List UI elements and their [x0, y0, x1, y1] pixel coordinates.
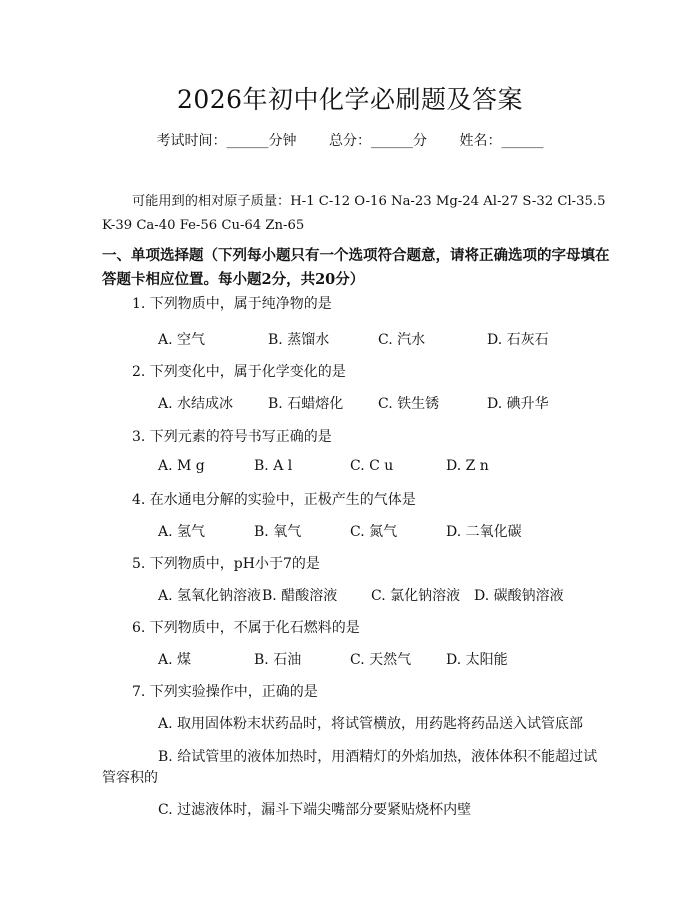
option-d: D. Z n [446, 458, 489, 474]
exam-score: 总分：______分 [329, 133, 427, 149]
option-c: C. 汽水 [378, 332, 426, 348]
page-title: 2026年初中化学必刷题及答案 [176, 85, 524, 114]
question-stem: 1. 下列物质中，属于纯净物的是 [132, 296, 332, 312]
option-a: A. 取用固体粉末状药品时，将试管横放，用药匙将药品送入试管底部 [158, 716, 584, 732]
option-a: A. 煤 [158, 652, 192, 668]
question-stem: 3. 下列元素的符号书写正确的是 [132, 429, 332, 445]
option-a: A. M g [158, 458, 205, 474]
atomic-mass-line-1: 可能用到的相对原子质量：H-1 C-12 O-16 Na-23 Mg-24 Al-27 S-32 Cl-35.5 [132, 194, 606, 209]
question-stem: 5. 下列物质中，pH小于7的是 [132, 556, 320, 572]
option-c: C. 氯化钠溶液 [371, 588, 461, 604]
exam-time: 考试时间：______分钟 [156, 133, 297, 149]
option-b: B. 石蜡熔化 [268, 396, 344, 412]
option-a: A. 氢气 [158, 524, 206, 540]
option-c: C. 过滤液体时，漏斗下端尖嘴部分要紧贴烧杯内壁 [158, 802, 472, 818]
question-stem: 7. 下列实验操作中，正确的是 [132, 684, 318, 700]
option-b: B. 醋酸溶液 [262, 588, 338, 604]
option-b: B. A l [254, 458, 293, 474]
option-b: B. 蒸馏水 [268, 332, 330, 348]
option-c: C. 氮气 [350, 524, 398, 540]
option-a: A. 氢氧化钠溶液 [158, 588, 262, 604]
section-heading-line-1: 一、单项选择题（下列每小题只有一个选项符合题意，请将正确选项的字母填在 [102, 247, 610, 264]
option-a: A. 水结成冰 [158, 396, 234, 412]
option-b-continuation: 管容积的 [102, 770, 158, 786]
question-stem: 6. 下列物质中，不属于化石燃料的是 [132, 620, 360, 636]
question-stem: 2. 下列变化中，属于化学变化的是 [132, 364, 346, 380]
option-d: D. 碘升华 [487, 396, 549, 412]
option-b: B. 给试管里的液体加热时，用酒精灯的外焰加热，液体体积不能超过试 [158, 749, 598, 765]
option-b: B. 氧气 [254, 524, 302, 540]
option-d: D. 太阳能 [446, 652, 508, 668]
student-name: 姓名：______ [459, 133, 544, 149]
section-heading [102, 244, 610, 292]
option-a: A. 空气 [158, 332, 206, 348]
option-c: C. 铁生锈 [378, 396, 440, 412]
option-d: D. 二氧化碳 [446, 524, 522, 540]
question-stem: 4. 在水通电分解的实验中，正极产生的气体是 [132, 492, 416, 508]
option-c: C. 天然气 [350, 652, 412, 668]
exam-meta [0, 130, 700, 150]
option-d: D. 碳酸钠溶液 [474, 588, 564, 604]
option-b: B. 石油 [254, 652, 302, 668]
option-d: D. 石灰石 [487, 332, 549, 348]
atomic-mass-line-2: K-39 Ca-40 Fe-56 Cu-64 Zn-65 [102, 218, 305, 233]
section-heading-line-2: 答题卡相应位置。每小题2分，共20分） [102, 271, 365, 288]
option-c: C. C u [350, 458, 394, 474]
